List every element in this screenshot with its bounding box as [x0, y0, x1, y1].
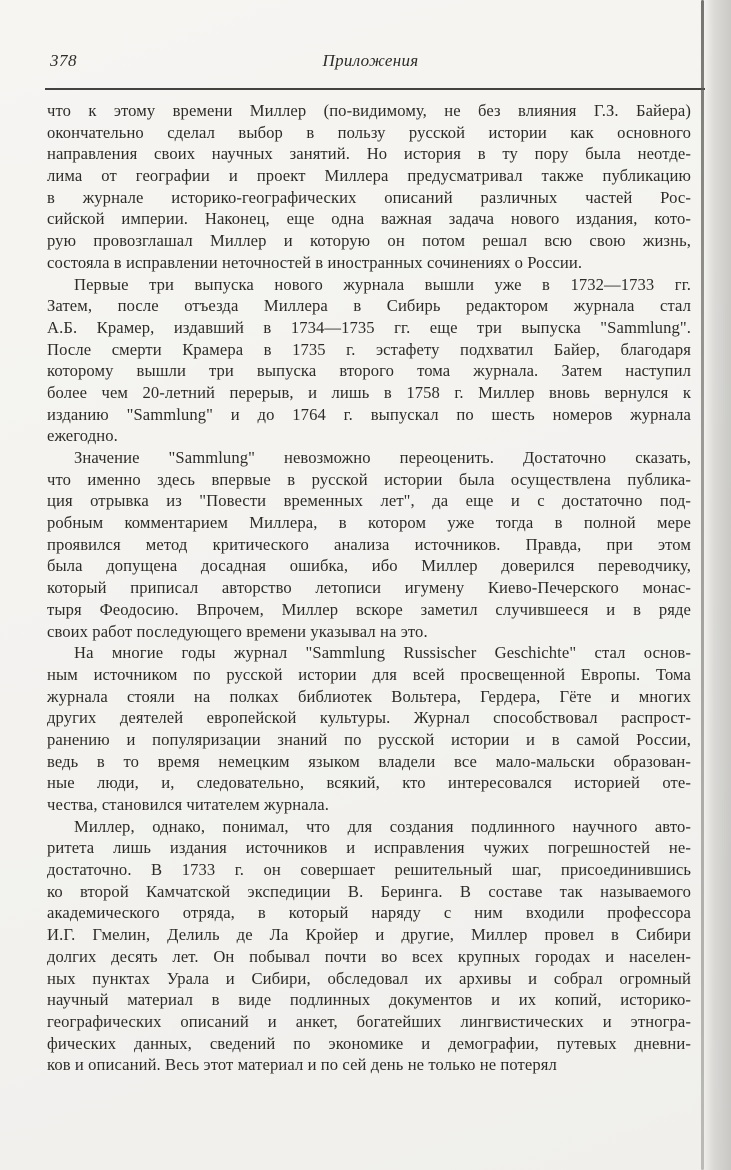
header-rule [45, 88, 705, 90]
text-line: ко второй Камчатской экспедиции В. Беринга. В составе так называемого [47, 881, 691, 901]
text-line: научный материал в виде подлинных документов и их копий, историко- [47, 990, 691, 1010]
text-line: в журнале историко-географических описаний различных частей Рос- [47, 187, 691, 207]
text-line: Миллер, однако, понимал, что для создания подлинного научного авто- [74, 816, 691, 836]
text-line: рую провозглашал Миллер и которую он потом решал всю свою жизнь, [47, 231, 691, 251]
text-line: После смерти Крамера в 1735 г. эстафету подхватил Байер, благодаря [47, 339, 691, 359]
text-line: географических описаний и анкет, богатейших лингвистических и этногра- [47, 1011, 691, 1031]
text-line: лима от географии и проект Миллера предусматривал также публикацию [47, 166, 691, 186]
text-line: достаточно. В 1733 г. он совершает решительный шаг, присоединившись [47, 860, 691, 880]
text-line: более чем 20-летний перерыв, и лишь в 1758 г. Миллер вновь вернулся к [47, 382, 691, 402]
text-line: сийской империи. Наконец, еще одна важная задача нового издания, кото- [47, 209, 691, 229]
header-title: Приложения [322, 51, 419, 70]
text-line: ков и описаний. Весь этот материал и по сей день не только не потерял [47, 1055, 557, 1075]
text-line: тыря Феодосию. Впрочем, Миллер вскоре заметил случившееся и в ряде [47, 599, 691, 619]
page-edge-line [701, 0, 704, 1170]
text-line: журнала стояли на полках библиотек Вольтера, Гердера, Гёте и многих [47, 686, 691, 706]
text-line: академического отряда, в который наряду с ним входили профессора [47, 903, 691, 923]
text-line: что именно здесь впервые в русской истории была осуществлена публика- [47, 469, 691, 489]
text-line: что к этому времени Миллер (по-видимому, не без влияния Г.З. Байера) [47, 101, 691, 120]
text-line: состояла в исправлении неточностей в иностранных сочинениях о России. [47, 252, 583, 272]
text-line: которому вышли три выпуска второго тома журнала. Затем наступил [47, 361, 691, 381]
text-line: Первые три выпуска нового журнала вышли уже в 1732—1733 гг. [74, 274, 691, 294]
text-line: была допущена досадная ошибка, ибо Миллер доверился переводчику, [47, 556, 691, 576]
text-line: А.Б. Крамер, издавший в 1734—1735 гг. еще три выпуска "Sammlung". [47, 317, 691, 337]
text-line: других деятелей европейской культуры. Журнал способствовал распрост- [47, 708, 691, 728]
text-line: ным источником по русской истории для всей просвещенной Европы. Тома [47, 664, 691, 684]
text-line: ритета лишь издания источников и исправления чужих погрешностей не- [47, 838, 691, 858]
text-line: долгих десять лет. Он побывал почти во всех крупных городах и населен- [47, 946, 691, 966]
text-line: Значение "Sammlung" невозможно переоценить. Достаточно сказать, [74, 448, 691, 467]
text-line: ведь в то время немецким языком владели все мало-мальски образован- [47, 751, 691, 771]
text-line: ных пунктах Урала и Сибири, обследовал их архивы и собрал огромный [47, 968, 691, 988]
text-line: Затем, после отъезда Миллера в Сибирь редактором журнала стал [47, 296, 691, 316]
text-line: ция отрывка из "Повести временных лет", да еще и с достаточно под- [47, 491, 691, 511]
text-line: направления своих научных занятий. Но история в ту пору была неотде- [47, 144, 691, 164]
page-edge-shadow [703, 0, 731, 1170]
text-line: ранению и популяризации знаний по русской истории и в самой России, [47, 729, 691, 749]
text-line: фических данных, сведений по экономике и демографии, путевых дневни- [47, 1033, 691, 1053]
page-body [47, 100, 691, 1076]
text-line: ежегодно. [47, 426, 118, 446]
text-line: своих работ последующего времени указывал на это. [47, 621, 428, 641]
text-line: робным комментарием Миллера, в котором уже тогда в полной мере [47, 513, 691, 533]
text-line: На многие годы журнал "Sammlung Russischer Geschichte" стал основ- [74, 643, 691, 663]
text-line: окончательно сделал выбор в пользу русской истории как основного [47, 122, 691, 142]
text-line: чества, становился читателем журнала. [47, 795, 329, 814]
text-line: И.Г. Гмелин, Делиль де Ла Кройер и другие, Миллер провел в Сибири [47, 925, 691, 945]
text-line: проявился метод критического анализа источников. Правда, при этом [47, 534, 691, 554]
text-line: ные люди, и, следовательно, всякий, кто интересовался историей оте- [47, 773, 691, 793]
text-line: изданию "Sammlung" и до 1764 г. выпускал по шесть номеров журнала [47, 404, 691, 424]
text-line: который приписал авторство летописи игумену Киево-Печерского монас- [47, 578, 691, 598]
running-header [48, 50, 693, 72]
page-number: 378 [50, 51, 77, 70]
